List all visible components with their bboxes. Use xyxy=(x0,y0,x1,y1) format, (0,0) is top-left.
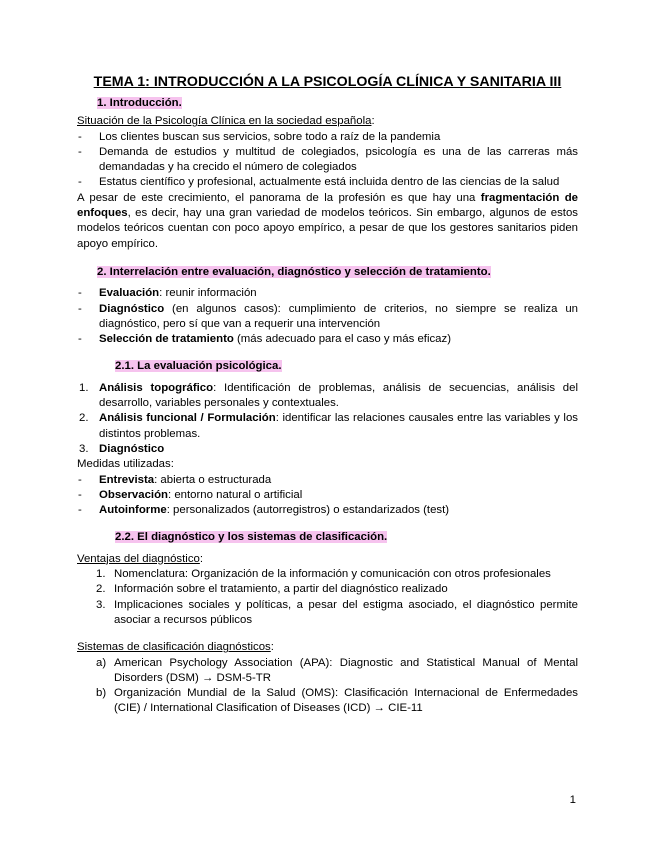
section-1-heading: 1. Introducción. xyxy=(97,97,182,109)
numbered-item: 1. Nomenclatura: Organización de la información y comunicación con otros profesionales xyxy=(96,568,551,581)
list-item: - Los clientes buscan sus servicios, sobre todo a raíz de la pandemia xyxy=(78,130,441,143)
section-2-2-heading: 2.2. El diagnóstico y los sistemas de clasificación. xyxy=(115,531,388,544)
list-item: - Autoinforme: personalizados (autorregistros) o estandarizados (test) xyxy=(78,504,450,517)
lettered-item: a) American Psychology Association (APA): Diagnostic and Statistical Manual of Mental Disorders (DSM) → DSM-5-TR xyxy=(96,656,578,684)
medidas-label: Medidas utilizadas: xyxy=(77,458,174,471)
document-title: TEMA 1: INTRODUCCIÓN A LA PSICOLOGÍA CLÍNICA Y SANITARIA III xyxy=(93,74,562,90)
list-item: - Diagnóstico (en algunos casos): cumplimiento de criterios, no siempre se realiza un diagnóstico, pero sí que van a requerir una intervención xyxy=(78,302,578,330)
sistemas-label: Sistemas de clasificación diagnósticos: xyxy=(77,641,274,654)
page-number: 1 xyxy=(569,794,576,806)
numbered-item: 2. Información sobre el tratamiento, a partir del diagnóstico realizado xyxy=(96,583,448,596)
list-item: - Evaluación: reunir información xyxy=(78,287,257,300)
numbered-item: 3. Implicaciones sociales y políticas, a pesar del estigma asociado, el diagnóstico permite asociar a recursos públicos xyxy=(96,598,578,626)
lettered-item: b) Organización Mundial de la Salud (OMS): Clasificación Internacional de Enfermedades (CIE) / International Clasification of Diseases (ICD) → CIE-11 xyxy=(96,687,578,715)
section-1-subtitle: Situación de la Psicología Clínica en la sociedad española: xyxy=(77,115,375,128)
numbered-item: 3. Diagnóstico xyxy=(79,442,165,455)
section-2-1-heading: 2.1. La evaluación psicológica. xyxy=(115,360,282,373)
list-item: - Demanda de estudios y multitud de colegiados, psicología es una de las carreras más demandadas y ha crecido el número de colegiados xyxy=(78,145,578,174)
ventajas-label: Ventajas del diagnóstico: xyxy=(77,552,204,565)
list-item: - Observación: entorno natural o artificial xyxy=(78,488,303,501)
numbered-item: 2. Análisis funcional / Formulación: identificar las relaciones causales entre las variables y los distintos problemas. xyxy=(79,412,578,440)
spacer xyxy=(77,628,578,640)
list-item: - Entrevista: abierta o estructurada xyxy=(78,473,272,486)
document-body xyxy=(77,74,578,717)
section-2-heading: 2. Interrelación entre evaluación, diagnóstico y selección de tratamiento. xyxy=(97,265,491,278)
numbered-item: 1. Análisis topográfico: Identificación de problemas, análisis de secuencias, análisis del desarrollo, variables personales y contextuales. xyxy=(79,381,578,410)
list-item: - Estatus científico y profesional, actualmente está incluida dentro de las ciencias de la salud xyxy=(78,176,560,189)
list-item: - Selección de tratamiento (más adecuado para el caso y más eficaz) xyxy=(78,333,451,346)
paragraph: A pesar de este crecimiento, el panorama de la profesión es que hay una fragmentación de enfoques, es decir, hay una gran variedad de modelos teóricos. Sin embargo, algunos de estos modelos teóricos cuentan con poco apoyo empírico, a pesar de que los gestores sanitarios piden apoyo empírico. xyxy=(77,191,578,250)
